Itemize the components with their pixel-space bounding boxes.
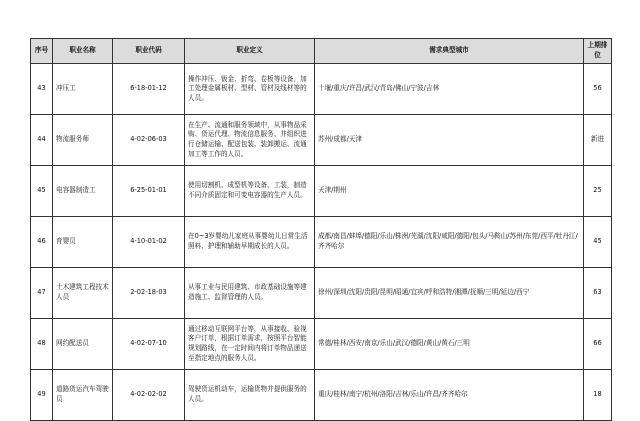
table-row — [31, 166, 612, 217]
header-code: 职业代码 — [113, 39, 185, 64]
cell-definition: 在0~3岁婴幼儿家庭从事婴幼儿日常生活照料、护理和辅助早期成长的人员。 — [185, 217, 315, 268]
table-row — [31, 319, 612, 370]
cell-code: 4-02-06-03 — [113, 115, 185, 166]
cell-rank: 45 — [584, 217, 612, 268]
cell-code: 4-02-02-02 — [113, 370, 185, 421]
header-definition: 职业定义 — [185, 39, 315, 64]
cell-no: 44 — [31, 115, 53, 166]
cell-rank: 63 — [584, 268, 612, 319]
cell-name: 网约配送员 — [53, 319, 113, 370]
cell-definition: 通过移动互联网平台等，从事接收、验视客户订单，根据订单需求，按照平台智能规划路线，在一定时间内将订单物品递送至指定地点的服务人员。 — [185, 319, 315, 370]
cell-cities: 苏州/成都/天津 — [315, 115, 584, 166]
cell-no: 43 — [31, 64, 53, 115]
cell-definition: 在生产、流通和服务领域中，从事物品采购、货运代理、物流信息服务、并组织进行仓储运输、配送包装、装卸搬运、流通加工等工作的人员。 — [185, 115, 315, 166]
cell-definition: 操作冲压、钣金、折弯、卷板等设备，加工处理金属板材、型材、管材及线材等的人员。 — [185, 64, 315, 115]
table-row — [31, 115, 612, 166]
cell-rank: 56 — [584, 64, 612, 115]
cell-name: 育婴员 — [53, 217, 113, 268]
table-header-row — [31, 39, 612, 64]
cell-cities: 重庆/桂林/南宁/杭州/洛阳/吉林/乐山/许昌/齐齐哈尔 — [315, 370, 584, 421]
cell-code: 6-25-01-01 — [113, 166, 185, 217]
cell-name: 土木建筑工程技术人员 — [53, 268, 113, 319]
header-name: 职业名称 — [53, 39, 113, 64]
header-cities: 需求典型城市 — [315, 39, 584, 64]
header-rank: 上期排位 — [584, 39, 612, 64]
cell-definition: 从事工业与民用建筑、市政基础设施等建造施工、监督管理的人员。 — [185, 268, 315, 319]
cell-cities: 十堰/重庆/许昌/武汉/青岛/佛山/宁波/吉林 — [315, 64, 584, 115]
cell-no: 48 — [31, 319, 53, 370]
cell-cities: 天津/荆州 — [315, 166, 584, 217]
cell-rank: 新进 — [584, 115, 612, 166]
cell-code: 2-02-18-03 — [113, 268, 185, 319]
occupation-table — [30, 38, 612, 421]
cell-name: 物流服务师 — [53, 115, 113, 166]
cell-code: 4-10-01-02 — [113, 217, 185, 268]
header-no: 序号 — [31, 39, 53, 64]
table-row — [31, 268, 612, 319]
cell-name: 冲压工 — [53, 64, 113, 115]
cell-no: 47 — [31, 268, 53, 319]
cell-rank: 25 — [584, 166, 612, 217]
cell-rank: 18 — [584, 370, 612, 421]
table-row — [31, 217, 612, 268]
cell-definition: 驾驶货运机动车，运输货物并提供服务的人员。 — [185, 370, 315, 421]
cell-name: 电容器制造工 — [53, 166, 113, 217]
table-row — [31, 64, 612, 115]
cell-no: 45 — [31, 166, 53, 217]
cell-definition: 使用切割机、成型机等设备、工装，制造不同介质固定和可变电容器的生产人员。 — [185, 166, 315, 217]
cell-rank: 66 — [584, 319, 612, 370]
cell-code: 4-02-07-10 — [113, 319, 185, 370]
cell-cities: 徐州/深圳/沈阳/贵阳/昆明/昭通/宜宾/呼和浩特/湘潭/抚顺/三明/延边/西宁 — [315, 268, 584, 319]
cell-cities: 成都/南昌/蚌埠/德阳/乐山/株洲/芜湖/沈阳/咸阳/德阳/包头/马鞍山/苏州/东莞/西平/牡丹江/齐齐哈尔 — [315, 217, 584, 268]
cell-name: 道路货运汽车驾驶员 — [53, 370, 113, 421]
table-row — [31, 370, 612, 421]
cell-no: 49 — [31, 370, 53, 421]
cell-no: 46 — [31, 217, 53, 268]
cell-cities: 常德/桂林/西安/南京/乐山/武汉/德阳/黄山/黄石/三明 — [315, 319, 584, 370]
cell-code: 6-18-01-12 — [113, 64, 185, 115]
